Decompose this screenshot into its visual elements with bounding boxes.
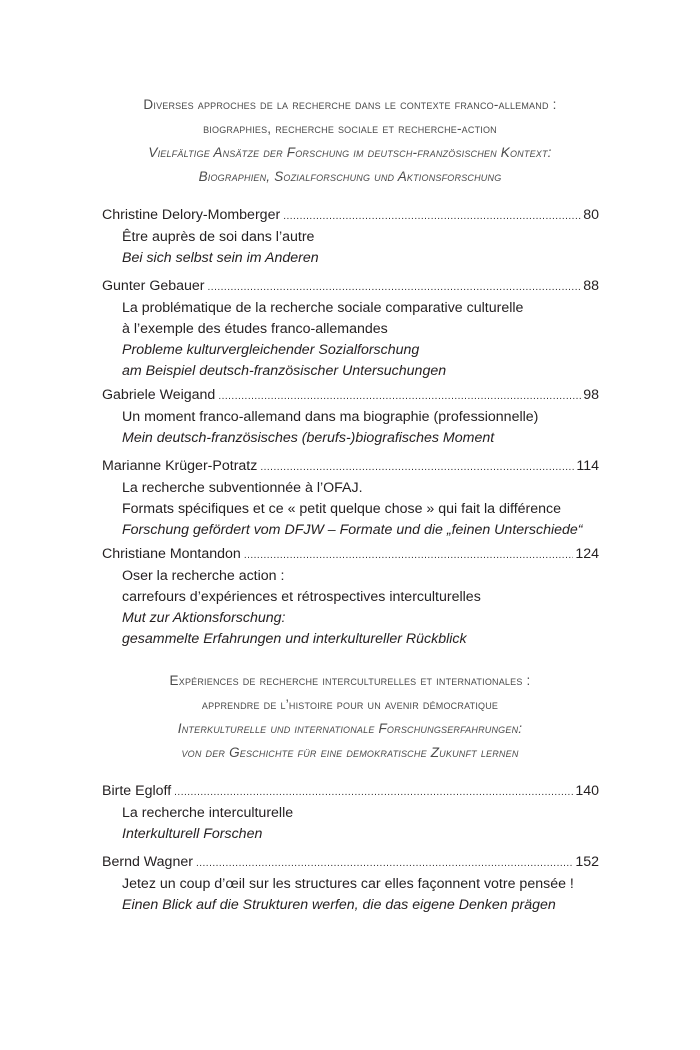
toc-entry[interactable] [102,276,599,382]
entry-page-number: 80 [583,207,599,223]
entry-page-number: 98 [583,387,599,403]
section-1-heading-fr-2: biographies, recherche sociale et recherche-action [203,121,497,136]
section-1-heading-de-1: Vielfältige Ansätze der Forschung im deutsch-französischen Kontext: [148,145,552,160]
dot-leader [208,277,582,298]
section-1-heading-fr-1: Diverses approches de la recherche dans le contexte franco-allemand : [143,97,557,112]
entry-title-fr: La recherche subventionnée à l’OFAJ. [122,480,363,496]
entry-title-de: gesammelte Erfahrungen und interkultureller Rückblick [122,631,467,647]
entry-title-fr: La problématique de la recherche sociale comparative culturelle [122,300,524,316]
entry-title-fr: à l’exemple des études franco-allemandes [122,321,388,337]
entry-title-fr: Oser la recherche action : [122,568,285,584]
entry-title-de: Mein deutsch-französisches (berufs-)biografisches Moment [122,430,495,446]
dot-leader [174,782,573,803]
dot-leader [196,853,573,874]
entry-page-number: 114 [576,458,599,474]
entry-author: Gunter Gebauer [102,278,205,294]
dot-leader [244,545,574,566]
entry-title-de: Forschung gefördert vom DFJW – Formate und die „feinen Unterschiede“ [122,522,583,538]
entry-title-fr: carrefours d’expériences et rétrospectives interculturelles [122,589,481,605]
section-2-heading-fr-1: Expériences de recherche interculturelles et internationales : [169,673,531,688]
entry-author: Birte Egloff [102,783,172,799]
entry-title-de: Mut zur Aktionsforschung: [122,610,286,626]
entry-title-de: Einen Blick auf die Strukturen werfen, die das eigene Denken prägen [122,897,556,913]
entry-title-de: Interkulturell Forschen [122,826,263,842]
entry-title-fr: Être auprès de soi dans l’autre [122,229,315,245]
toc-entry[interactable] [102,544,599,650]
entry-page-number: 140 [575,783,599,799]
entry-title-fr: La recherche interculturelle [122,805,294,821]
entry-page-number: 152 [575,854,599,870]
section-1-heading-de-2: Biographien, Sozialforschung und Aktionsforschung [198,169,502,184]
section-2-heading-de-1: Interkulturelle und internationale Forschungserfahrungen: [177,721,523,736]
entry-author: Bernd Wagner [102,854,193,870]
entry-page-number: 88 [583,278,599,294]
dot-leader [283,206,581,227]
entry-title-fr: Un moment franco-allemand dans ma biographie (professionnelle) [122,409,539,425]
entry-title-de: Bei sich selbst sein im Anderen [122,250,319,266]
entry-page-number: 124 [575,546,599,562]
entry-author: Christiane Montandon [102,546,241,562]
section-2-heading-fr-2: apprendre de l’histoire pour un avenir démocratique [201,697,499,712]
toc-entry[interactable] [102,781,599,845]
section-1-heading [70,93,630,189]
entry-author: Christine Delory-Momberger [102,207,281,223]
entry-author: Gabriele Weigand [102,387,216,403]
entry-title-de: Probleme kulturvergleichender Sozialforschung [122,342,420,358]
toc-entry[interactable] [102,852,599,916]
toc-entry[interactable] [102,205,599,269]
toc-entry[interactable] [102,385,599,449]
entry-author: Marianne Krüger-Potratz [102,458,258,474]
section-2-heading-de-2: von der Geschichte für eine demokratische Zukunft lernen [181,745,519,760]
toc-entry[interactable] [102,456,599,541]
dot-leader [260,457,574,478]
entry-title-de: am Beispiel deutsch-französischer Untersuchungen [122,363,447,379]
section-2-heading [70,669,630,765]
entry-title-fr: Formats spécifiques et ce « petit quelque chose » qui fait la différence [122,501,562,517]
entry-title-fr: Jetez un coup d’œil sur les structures car elles façonnent votre pensée ! [122,876,574,892]
dot-leader [218,386,581,407]
